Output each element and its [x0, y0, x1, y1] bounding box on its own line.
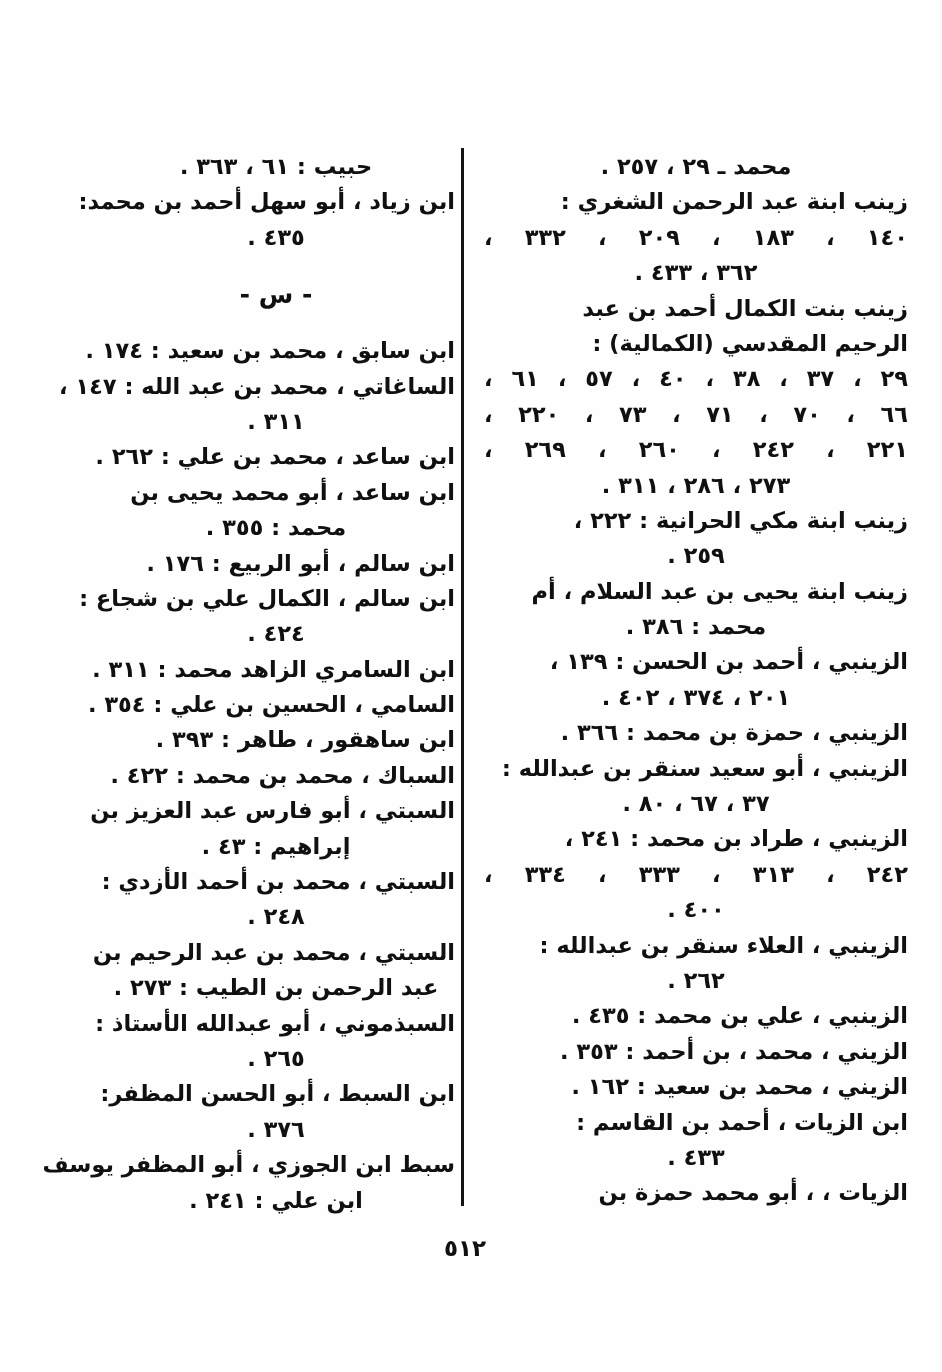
index-entry-line: ٢٢١ ، ٢٤٢ ، ٢٦٠ ، ٢٦٩ ، — [484, 437, 908, 464]
page-number: ٥١٢ — [443, 1236, 487, 1262]
index-entry-line: الزينبي ، طراد بن محمد : ٢٤١ ، — [564, 826, 908, 853]
index-entry-line: السباك ، محمد بن محمد : ٤٢٢ . — [110, 762, 455, 789]
index-entry-line: السبتي ، محمد بن عبد الرحيم بن — [92, 939, 455, 966]
index-entry-line: ٢٧٣ ، ٢٨٦ ، ٣١١ . — [601, 472, 791, 499]
index-entry-line: زينب ابنة مكي الحرانية : ٢٢٢ ، — [573, 507, 908, 534]
index-entry-line: محمد : ٣٥٥ . — [205, 515, 347, 542]
index-entry-line: ٤٣٣ . — [667, 1144, 725, 1171]
index-column-right — [484, 150, 908, 1212]
index-entry-line: ابن سابق ، محمد بن سعيد : ١٧٤ . — [85, 338, 455, 365]
index-entry-line: ٦٦ ، ٧٠ ، ٧١ ، ٧٣ ، ٢٢٠ ، — [484, 401, 909, 428]
left-column-lines-before-header — [78, 150, 455, 256]
index-entry-line: السبتي ، محمد بن أحمد الأزدي : — [101, 869, 455, 896]
left-column-lines-after-header — [42, 334, 455, 1219]
index-entry-line: ٣٧ ، ٦٧ ، ٨٠ . — [622, 791, 770, 818]
index-entry-line: سبط ابن الجوزي ، أبو المظفر يوسف — [42, 1152, 455, 1179]
index-entry-line: حبيب : ٦١ ، ٣٦٣ . — [179, 154, 373, 180]
index-column-left — [42, 150, 455, 1219]
column-divider-rule — [461, 148, 464, 1206]
index-entry-line: ابن الزيات ، أحمد بن القاسم : — [576, 1109, 908, 1136]
index-entry-line: عبد الرحمن بن الطيب : ٢٧٣ . — [113, 975, 439, 1002]
index-entry-line: ابن سالم ، أبو الربيع : ١٧٦ . — [146, 550, 455, 577]
index-entry-line: محمد ـ ٢٩ ، ٢٥٧ . — [600, 154, 792, 180]
index-entry-line: الزيني ، محمد بن سعيد : ١٦٢ . — [571, 1074, 908, 1101]
index-entry-line: ٢٤٢ ، ٣١٣ ، ٣٣٣ ، ٣٣٤ ، — [484, 861, 908, 888]
index-entry-line: السبذموني ، أبو عبدالله الأستاذ : — [95, 1010, 455, 1037]
index-entry-line: ٣٧٦ . — [247, 1116, 305, 1143]
index-entry-line: الساغاتي ، محمد بن عبد الله : ١٤٧ ، — [59, 373, 455, 400]
index-entry-line: ٢٩ ، ٣٧ ، ٣٨ ، ٤٠ ، ٥٧ ، ٦١ ، — [484, 366, 908, 393]
index-entry-line: ابن ساعد ، محمد بن علي : ٢٦٢ . — [95, 444, 455, 471]
index-entry-line: ٢٦٥ . — [247, 1045, 305, 1072]
index-entry-line: محمد : ٣٨٦ . — [625, 614, 767, 641]
index-entry-line: ٢٠١ ، ٣٧٤ ، ٤٠٢ . — [601, 684, 791, 711]
index-entry-line: ٣١١ . — [247, 408, 305, 435]
index-entry-line: الزينبي ، علي بن محمد : ٤٣٥ . — [571, 1003, 908, 1030]
index-entry-line: ابن سالم ، الكمال علي بن شجاع : — [79, 585, 455, 612]
index-entry-line: ابن السامري الزاهد محمد : ٣١١ . — [92, 656, 455, 683]
index-entry-line: ابن ساهقور ، طاهر : ٣٩٣ . — [155, 727, 455, 754]
index-entry-line: إبراهيم : ٤٣ . — [201, 833, 351, 860]
index-entry-line: الزيني ، محمد ، بن أحمد : ٣٥٣ . — [559, 1038, 908, 1065]
index-entry-line: ابن علي : ٢٤١ . — [189, 1187, 363, 1214]
index-entry-line: ٤٣٥ . — [247, 224, 305, 251]
index-entry-line: زينب ابنة عبد الرحمن الشغري : — [560, 189, 908, 216]
index-entry-line: الزينبي ، أبو سعيد سنقر بن عبدالله : — [501, 755, 908, 782]
index-entry-line: ابن السبط ، أبو الحسن المظفر: — [100, 1081, 455, 1108]
index-entry-line: السامي ، الحسين بن علي : ٣٥٤ . — [87, 692, 455, 719]
index-entry-line: ١٤٠ ، ١٨٣ ، ٢٠٩ ، ٣٣٢ ، — [484, 224, 908, 251]
index-entry-line: زينب بنت الكمال أحمد بن عبد — [582, 295, 908, 322]
index-entry-line: الزينبي ، أحمد بن الحسن : ١٣٩ ، — [549, 649, 908, 676]
index-entry-line: ٤٠٠ . — [667, 897, 725, 924]
index-entry-line: ٤٢٤ . — [247, 621, 305, 648]
section-header-seen: - س - — [239, 280, 313, 310]
index-entry-line: الزينبي ، حمزة بن محمد : ٣٦٦ . — [560, 720, 908, 747]
index-entry-line: ٢٥٩ . — [667, 543, 725, 570]
index-entry-line: الرحيم المقدسي (الكمالية) : — [592, 330, 908, 357]
index-entry-line: ٢٦٢ . — [667, 967, 725, 994]
index-entry-line: الزيات ، ، أبو محمد حمزة بن — [598, 1180, 908, 1207]
index-entry-line: زينب ابنة يحيى بن عبد السلام ، أم — [531, 578, 908, 605]
index-entry-line: ٢٤٨ . — [247, 904, 305, 931]
index-entry-line: السبتي ، أبو فارس عبد العزيز بن — [90, 798, 455, 825]
index-entry-line: ابن زياد ، أبو سهل أحمد بن محمد: — [78, 189, 455, 216]
index-entry-line: الزينبي ، العلاء سنقر بن عبدالله : — [539, 932, 908, 959]
index-entry-line: ابن ساعد ، أبو محمد يحيى بن — [130, 479, 455, 506]
index-entry-line: ٣٦٢ ، ٤٣٣ . — [634, 260, 758, 287]
